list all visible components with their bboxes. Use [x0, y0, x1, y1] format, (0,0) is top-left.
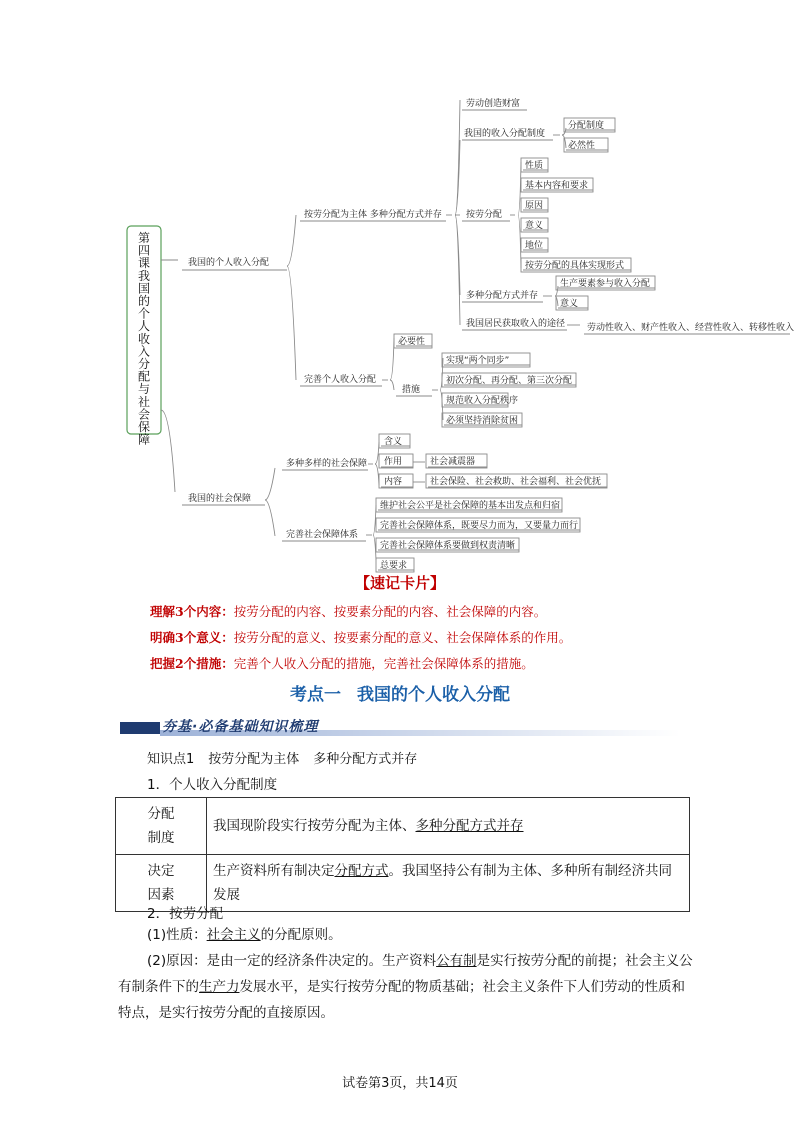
section-heading: [0, 680, 800, 705]
mm-labor-child: 按劳分配的具体实现形式: [525, 261, 625, 271]
mm-multi-child: 意义: [560, 299, 579, 309]
mm-measures: 措施: [402, 385, 421, 395]
card-title: 【速记卡片】: [354, 574, 445, 592]
mm-labor-child: 原因: [525, 201, 544, 211]
mm-channel: 我国居民获取收入的途径: [466, 319, 566, 329]
mm-perfect-item: 维护社会公平是社会保障的基本出发点和归宿: [380, 501, 561, 511]
table-value: 我国现阶段实行按劳分配为主体、多种分配方式并存: [207, 798, 690, 855]
mm-labor-child: 地位: [525, 241, 544, 251]
mm-role-value: 社会减震器: [430, 457, 476, 467]
mm-meaning: 含义: [384, 437, 403, 447]
mm-content: 内容: [384, 477, 403, 487]
card-line-label: 理解3个内容：: [150, 604, 234, 619]
mm-labor: 按劳分配: [466, 210, 503, 220]
table-row: [116, 798, 690, 855]
table-value: 生产资料所有制决定分配方式。我国坚持公有制为主体、多种所有制经济共同发展: [207, 855, 690, 912]
mm-measure: 初次分配、再分配、第三次分配: [446, 376, 573, 386]
card-line-label: 把握2个措施：: [150, 656, 234, 671]
subheading: 1．个人收入分配制度: [147, 777, 278, 793]
mm-system-child: 分配制度: [568, 121, 605, 131]
card-line-text: 按劳分配的内容、按要素分配的内容、社会保障的内容。: [233, 604, 547, 619]
mm-system: 按劳分配为主体 多种分配方式并存: [304, 210, 442, 220]
knowledge-point-number: 知识点1: [147, 752, 195, 767]
knowledge-point-text: 按劳分配为主体: [208, 752, 300, 767]
card-line: [150, 654, 534, 672]
subheading: 2．按劳分配: [147, 906, 224, 922]
mm-improve: 完善个人收入分配: [304, 375, 377, 385]
mm-multi: 多种分配方式并存: [466, 291, 539, 301]
table-key: 分配 制度: [116, 798, 207, 855]
card-line: [150, 628, 571, 646]
mm-security: 我国的社会保障: [188, 494, 252, 504]
mm-measure: 实现“两个同步”: [446, 356, 510, 366]
mm-role: 作用: [384, 457, 403, 467]
mm-perfect-item: 总要求: [380, 561, 408, 571]
mm-perfect-item: 完善社会保障体系，既要尽力而为，又要量力而行: [380, 521, 579, 531]
paragraph-reason: (2)原因：是由一定的经济条件决定的。生产资料公有制是实行按劳分配的前提；社会主义公有制条件下的生产力发展水平，是实行按劳分配的物质基础；社会主义条件下人们劳动的性质和特点，是实行按劳分配的直接原因。: [118, 953, 693, 1021]
card-line-text: 按劳分配的意义、按要素分配的意义、社会保障体系的作用。: [233, 630, 572, 645]
mm-channel-value: 劳动性收入、财产性收入、经营性收入、转移性收入: [587, 323, 795, 333]
page-footer: 试卷第3页，共14页: [342, 1076, 458, 1091]
table-key: 决定 因素: [116, 855, 207, 912]
paragraph-nature: (1)性质：社会主义的分配原则。: [147, 927, 342, 943]
mm-diverse: 多种多样的社会保障: [286, 459, 368, 469]
card-line-label: 明确3个意义：: [150, 630, 234, 645]
mm-labor-child: 意义: [525, 221, 544, 231]
distribution-table: [115, 797, 690, 912]
mm-income-system: 我国的收入分配制度: [464, 129, 546, 139]
card-line: [150, 602, 546, 620]
mm-perfect-item: 完善社会保障体系要做到权责清晰: [380, 541, 516, 551]
section-banner: [120, 716, 680, 736]
knowledge-point-text-2: 多种分配方式并存: [313, 752, 418, 767]
mm-content-value: 社会保险、社会救助、社会福利、社会优抚: [430, 477, 602, 487]
section-number: 考点一: [290, 685, 341, 705]
mm-income: 我国的个人收入分配: [188, 258, 270, 268]
mm-measure: 必须坚持消除贫困: [446, 416, 519, 426]
mind-map-root: 第四课我国的个人收入分配与社会保障: [137, 231, 151, 447]
knowledge-point-title: [147, 748, 417, 767]
banner-bar: [120, 722, 160, 734]
section-title: 我国的个人收入分配: [357, 685, 510, 705]
mm-system-child: 必然性: [568, 141, 596, 151]
mm-labor-child: 基本内容和要求: [525, 181, 589, 191]
mm-measure: 规范收入分配秩序: [446, 396, 519, 406]
mm-labor-child: 性质: [525, 161, 544, 171]
banner-text: 夯基·必备基础知识梳理: [162, 719, 319, 735]
mm-perfect: 完善社会保障体系: [286, 530, 359, 540]
mm-multi-child: 生产要素参与收入分配: [560, 279, 651, 289]
card-line-text: 完善个人收入分配的措施，完善社会保障体系的措施。: [233, 656, 534, 671]
mm-create-wealth: 劳动创造财富: [466, 99, 521, 109]
mm-necessity: 必要性: [398, 337, 426, 347]
mind-map: [0, 80, 800, 580]
